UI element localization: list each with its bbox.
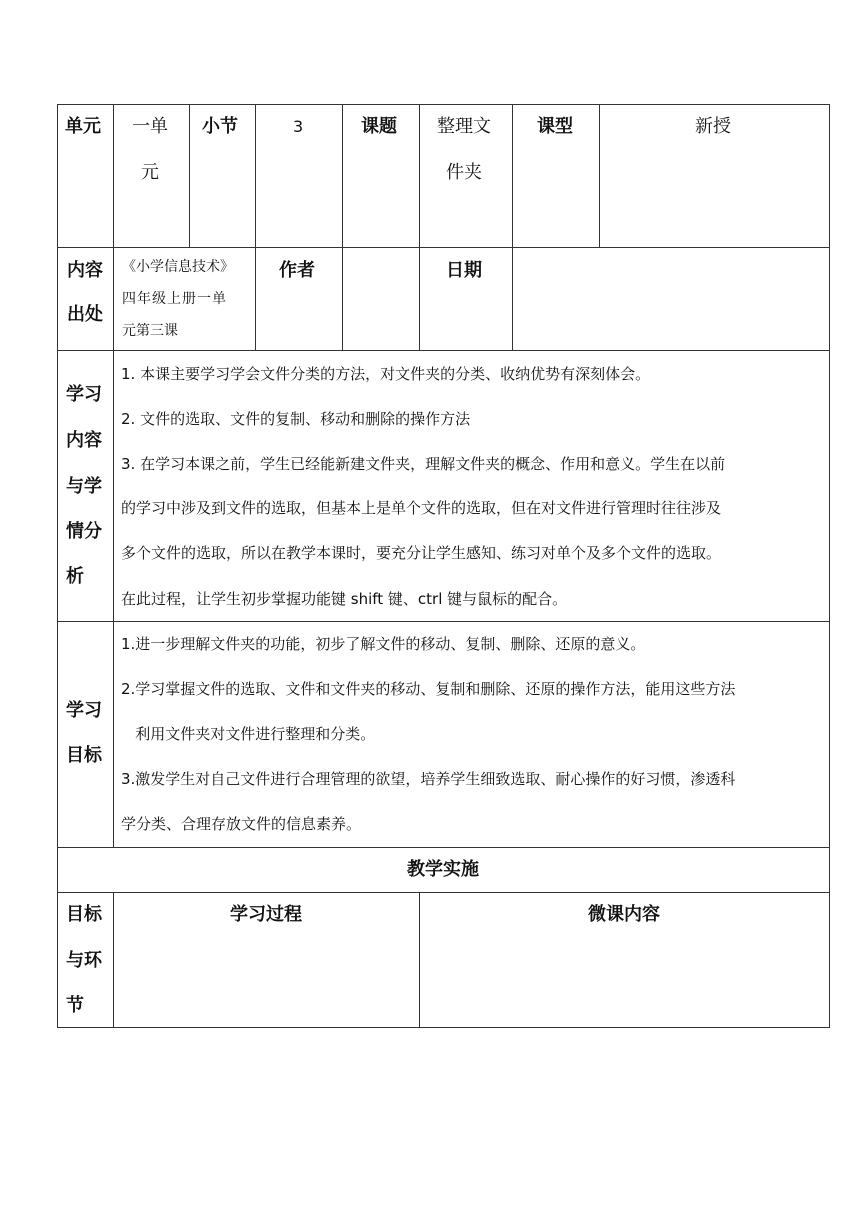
col-divider: [113, 104, 114, 247]
table-border-right: [829, 104, 830, 1028]
col-divider: [512, 104, 513, 350]
col-divider: [599, 104, 600, 247]
goals-line-4: 3.激发学生对自己文件进行合理管理的欲望，培养学生细致选取、耐心操作的好习惯，渗透科: [121, 770, 736, 788]
process-label-3: 节: [66, 995, 84, 1016]
topic-label: 课题: [361, 116, 397, 137]
analysis-label-2: 内容: [66, 430, 102, 451]
goals-label-2: 目标: [66, 745, 102, 766]
unit-label: 单元: [65, 116, 101, 137]
analysis-line-4: 的学习中涉及到文件的选取，但基本上是单个文件的选取，但在对文件进行管理时往往涉及: [121, 499, 722, 517]
source-label-line1: 内容: [67, 260, 103, 281]
table-border-bottom: [57, 1027, 830, 1028]
col-divider: [419, 104, 420, 350]
col-divider: [255, 104, 256, 350]
process-label-2: 与环: [66, 950, 102, 971]
source-value-line2: 四年级上册一单: [122, 291, 227, 307]
goals-line-1: 1.进一步理解文件夹的功能，初步了解文件的移动、复制、删除、还原的意义。: [121, 635, 646, 653]
lesson-type-label: 课型: [537, 116, 573, 137]
analysis-label-5: 析: [66, 566, 84, 587]
goals-line-2: 2.学习掌握文件的选取、文件和文件夹的移动、复制和删除、还原的操作方法，能用这些方法: [121, 680, 736, 698]
process-label-1: 目标: [66, 904, 102, 925]
goals-line-3: 利用文件夹对文件进行整理和分类。: [121, 725, 376, 743]
section-label: 小节: [202, 116, 238, 137]
lesson-type-value: 新授: [695, 116, 731, 137]
unit-value-line1: 一单: [132, 116, 168, 137]
analysis-line-1: 1. 本课主要学习学会文件分类的方法，对文件夹的分类、收纳优势有深刻体会。: [121, 365, 651, 383]
col-divider: [113, 350, 114, 847]
col-divider: [189, 104, 190, 247]
analysis-line-3: 3. 在学习本课之前，学生已经能新建文件夹，理解文件夹的概念、作用和意义。学生在以前: [121, 455, 726, 473]
unit-value-line2: 元: [141, 162, 159, 183]
author-label: 作者: [279, 260, 315, 281]
analysis-label-4: 情分: [66, 521, 102, 542]
micro-course-header: 微课内容: [588, 904, 660, 925]
learning-process-header: 学习过程: [230, 904, 302, 925]
col-divider: [342, 104, 343, 350]
source-label-line2: 出处: [67, 304, 103, 325]
date-label: 日期: [446, 260, 482, 281]
goals-line-5: 学分类、合理存放文件的信息素养。: [121, 815, 362, 833]
analysis-line-5: 多个文件的选取，所以在教学本课时，要充分让学生感知、练习对单个及多个文件的选取。: [121, 544, 722, 562]
source-value-line1: 《小学信息技术》: [122, 259, 234, 275]
analysis-line-6: 在此过程，让学生初步掌握功能键 shift 键、ctrl 键与鼠标的配合。: [121, 590, 568, 608]
topic-value-line2: 件夹: [446, 162, 482, 183]
analysis-line-2: 2. 文件的选取、文件的复制、移动和删除的操作方法: [121, 410, 471, 428]
implementation-title: 教学实施: [407, 859, 479, 880]
row-divider: [57, 247, 830, 248]
source-value-line3: 元第三课: [122, 323, 178, 339]
section-value: 3: [293, 117, 304, 136]
topic-value-line1: 整理文: [437, 116, 491, 137]
analysis-label-3: 与学: [66, 476, 102, 497]
col-divider: [113, 247, 114, 350]
goals-label-1: 学习: [66, 700, 102, 721]
analysis-label-1: 学习: [66, 384, 102, 405]
